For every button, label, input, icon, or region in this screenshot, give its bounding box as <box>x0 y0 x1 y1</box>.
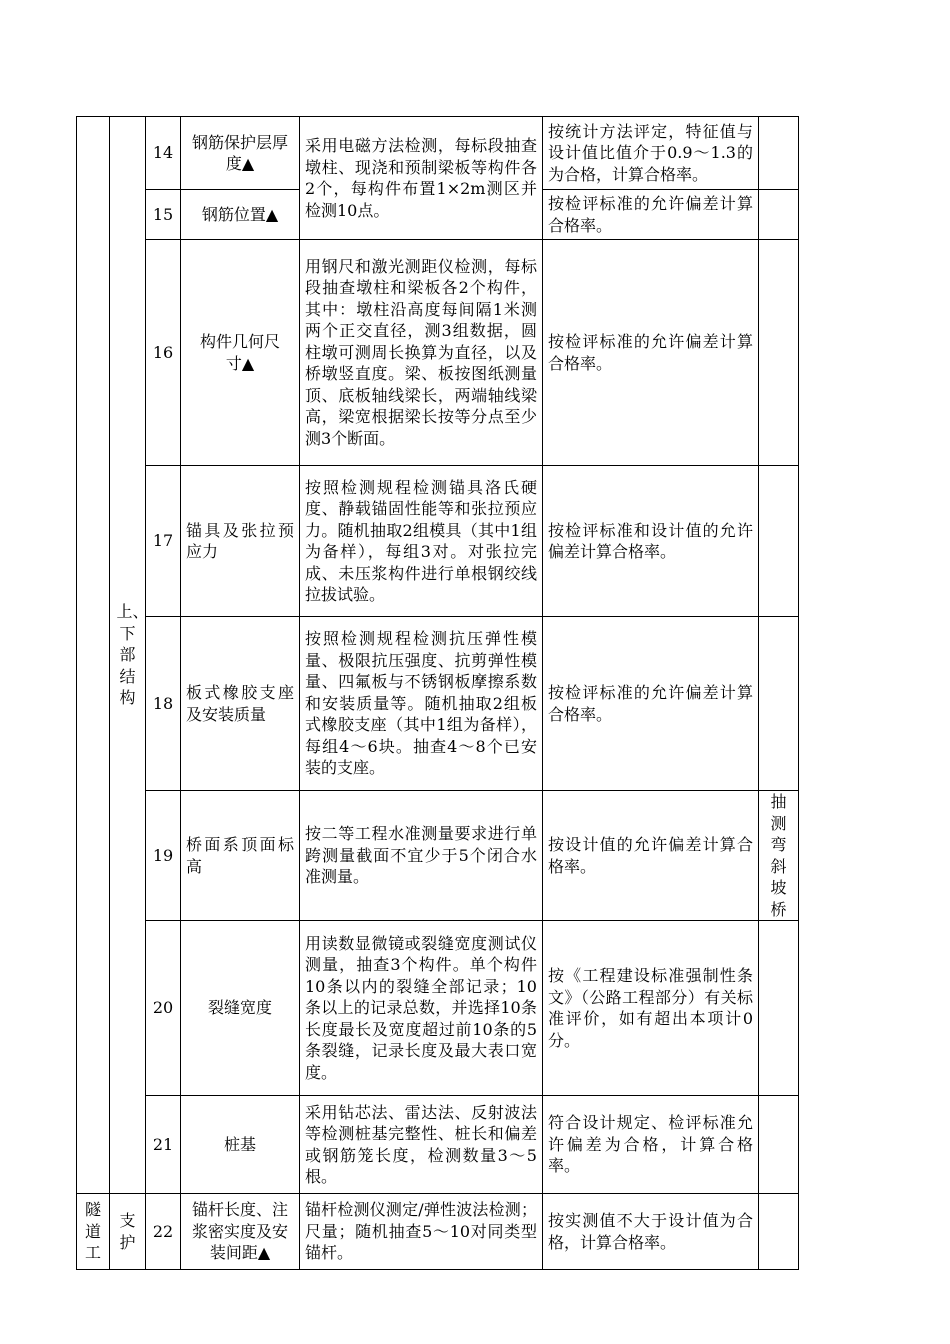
criteria-text: 符合设计规定、检评标准允许偏差为合格，计算合格率。 <box>543 1096 759 1194</box>
method-text: 采用钻芯法、雷达法、反射波法等检测桩基完整性、桩长和偏差或钢筋笼长度，检测数量3～5根。 <box>300 1096 543 1194</box>
criteria-text: 按检评标准的允许偏差计算合格率。 <box>543 240 759 466</box>
item-name: 钢筋保护层厚度▲ <box>181 117 300 190</box>
method-text: 按二等工程水准测量要求进行单跨测量截面不宜少于5个闭合水准测量。 <box>300 791 543 921</box>
table-row <box>77 466 799 617</box>
criteria-text: 按检评标准和设计值的允许偏差计算合格率。 <box>543 466 759 617</box>
criteria-text: 按设计值的允许偏差计算合格率。 <box>543 791 759 921</box>
item-name: 桥面系顶面标高 <box>181 791 300 921</box>
support-label <box>110 1194 146 1270</box>
support-label-text: 支护 <box>119 1211 136 1252</box>
table-row <box>77 617 799 791</box>
tunnel-label-text: 隧道工 <box>84 1200 101 1263</box>
note-text: 抽测弯斜坡桥 <box>759 791 799 921</box>
table-row <box>77 1194 799 1270</box>
note-text <box>759 921 799 1096</box>
row-number: 21 <box>146 1096 181 1194</box>
table-row <box>77 1096 799 1194</box>
inspection-table <box>76 116 799 1270</box>
row-number: 15 <box>146 190 181 240</box>
note-text <box>759 466 799 617</box>
criteria-text: 按《工程建设标准强制性条文》（公路工程部分）有关标准评价，如有超出本项计0分。 <box>543 921 759 1096</box>
note-text <box>759 240 799 466</box>
item-name: 桩基 <box>181 1096 300 1194</box>
row-number: 22 <box>146 1194 181 1270</box>
method-text: 锚杆检测仪测定/弹性波法检测；尺量；随机抽查5～10对同类型锚杆。 <box>300 1194 543 1270</box>
method-text: 按照检测规程检测锚具洛氏硬度、静载锚固性能等和张拉预应力。随机抽取2组模具（其中1组为备样），每组3对。对张拉完成、未压浆构件进行单根钢绞线拉拔试验。 <box>300 466 543 617</box>
row-number: 20 <box>146 921 181 1096</box>
note-text <box>759 190 799 240</box>
criteria-text: 按检评标准的允许偏差计算合格率。 <box>543 617 759 791</box>
table-row <box>77 240 799 466</box>
tunnel-label <box>77 1194 110 1270</box>
method-text: 按照检测规程检测抗压弹性模量、极限抗压强度、抗剪弹性模量、四氟板与不锈钢板摩擦系数和安装质量等。随机抽取2组板式橡胶支座（其中1组为备样），每组4～6块。抽查4～8个已安装的支座。 <box>300 617 543 791</box>
table-row <box>77 117 799 190</box>
table-row <box>77 921 799 1096</box>
part-label <box>110 117 149 1194</box>
item-name: 锚具及张拉预应力 <box>181 466 300 617</box>
row-number: 17 <box>146 466 181 617</box>
row-number: 19 <box>146 791 181 921</box>
blank-category-cell <box>77 117 110 1194</box>
row-number: 16 <box>146 240 181 466</box>
method-text: 采用电磁方法检测，每标段抽查墩柱、现浇和预制梁板等构件各2个，每构件布置1×2m测区并检测10点。 <box>300 117 543 240</box>
part-label-text: 上、下部结构 <box>116 602 149 708</box>
note-text <box>759 1194 799 1270</box>
row-number: 14 <box>146 117 181 190</box>
item-name: 钢筋位置▲ <box>181 190 300 240</box>
item-name: 构件几何尺寸▲ <box>181 240 300 466</box>
method-text: 用钢尺和激光测距仪检测，每标段抽查墩柱和梁板各2个构件，其中：墩柱沿高度每间隔1米测两个正交直径，测3组数据，圆柱墩可测周长换算为直径，以及桥墩竖直度。梁、板按图纸测量顶、底板轴线梁长，两端轴线梁高，梁宽根据梁长按等分点至少测3个断面。 <box>300 240 543 466</box>
criteria-text: 按统计方法评定，特征值与设计值比值介于0.9～1.3的为合格，计算合格率。 <box>543 117 759 190</box>
note-text <box>759 617 799 791</box>
item-name: 裂缝宽度 <box>181 921 300 1096</box>
criteria-text: 按检评标准的允许偏差计算合格率。 <box>543 190 759 240</box>
note-text <box>759 1096 799 1194</box>
table-row <box>77 791 799 921</box>
note-text <box>759 117 799 190</box>
item-name: 板式橡胶支座及安装质量 <box>181 617 300 791</box>
item-name: 锚杆长度、注浆密实度及安装间距▲ <box>181 1194 300 1270</box>
row-number: 18 <box>146 617 181 791</box>
method-text: 用读数显微镜或裂缝宽度测试仪测量，抽查3个构件。单个构件10条以内的裂缝全部记录；10条以上的记录总数，并选择10条长度最长及宽度超过前10条的5条裂缝，记录长度及最大表口宽度。 <box>300 921 543 1096</box>
criteria-text: 按实测值不大于设计值为合格，计算合格率。 <box>543 1194 759 1270</box>
